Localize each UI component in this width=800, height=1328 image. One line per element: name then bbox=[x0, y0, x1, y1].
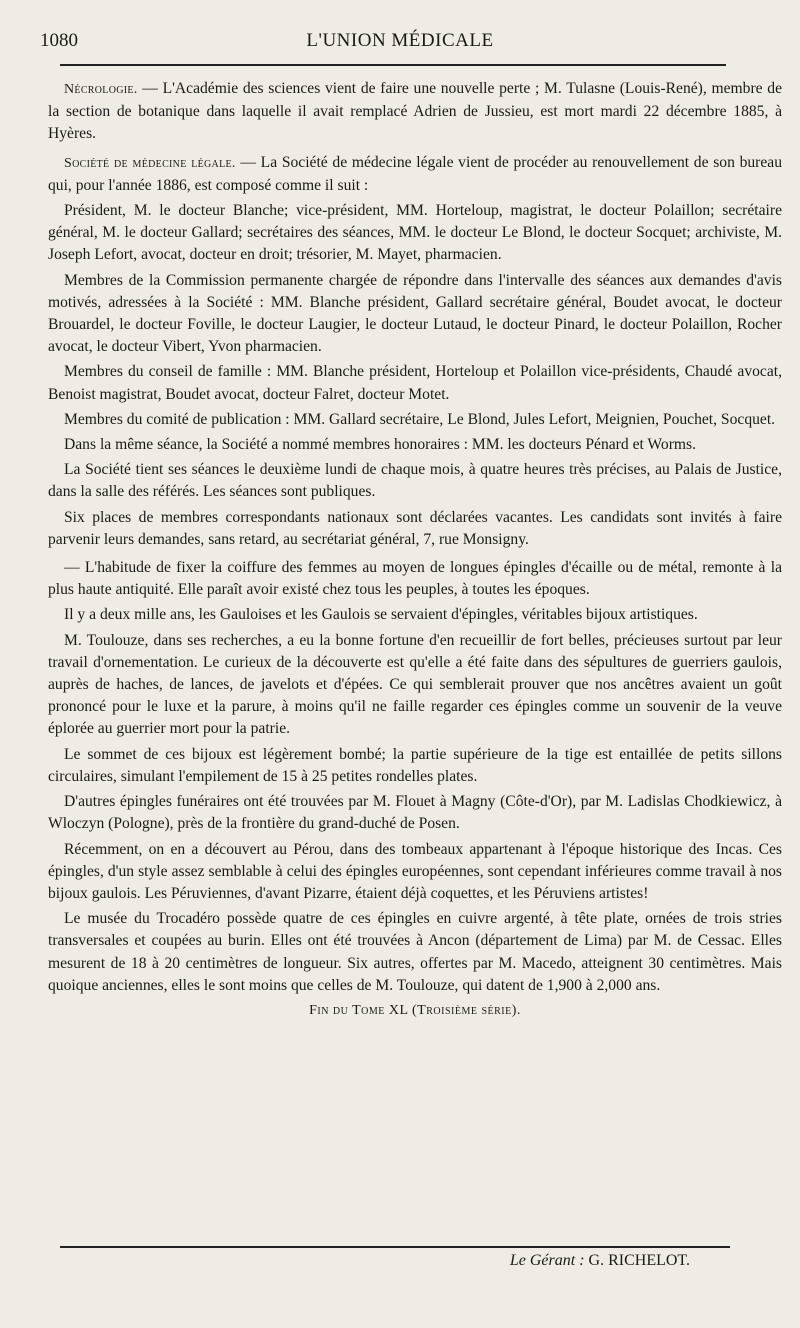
necrologie-paragraph bbox=[48, 78, 782, 146]
article-body bbox=[48, 78, 782, 1025]
societe-paragraph: Membres de la Commission permanente chargée de répondre dans l'intervalle des séances aux demandes d'avis motivés, adressées à la Société : MM. Blanche président, Gallard secrétaire général, Boudet avocat, le docteur Brouardel, le docteur Foville, le docteur Laugier, le docteur Lutaud, le docteur Pinard, le docteur Polaillon, Rocher avocat, le docteur Vibert, Yvon pharmacien. bbox=[48, 271, 782, 356]
societe-paragraph: Membres du conseil de famille : MM. Blanche président, Horteloup et Polaillon vice-présidents, Chaudé avocat, Benoist magistrat, Boudet avocat, docteur Falret, docteur Motet. bbox=[48, 363, 782, 403]
societe-paragraph: La Société tient ses séances le deuxième lundi de chaque mois, à quatre heures très précises, au Palais de Justice, dans la salle des référés. Les séances sont publiques. bbox=[48, 461, 782, 501]
footer-rule bbox=[60, 1246, 730, 1248]
epingles-paragraph: M. Toulouze, dans ses recherches, a eu la bonne fortune d'en recueillir de fort belles, précieuses surtout par leur travail d'ornementation. Le curieux de la découverte est qu'elle a été faite dans des sépultures de guerriers gaulois, auprès de haches, de lances, de javelots et d'épées. Ce qui semblerait prouver que nos ancêtres avaient un goût prononcé pour le luxe et la parure, à moins qu'il ne faille regarder ces épingles comme un souvenir de la veuve éplorée au guerrier mort pour la patrie. bbox=[48, 631, 782, 738]
epingles-paragraph: Il y a deux mille ans, les Gauloises et les Gaulois se servaient d'épingles, véritables bijoux artistiques. bbox=[64, 606, 698, 624]
gerant-name: G. RICHELOT. bbox=[588, 1252, 690, 1269]
societe-paragraph: Président, M. le docteur Blanche; vice-président, MM. Horteloup, magistrat, le docteur Polaillon; secrétaire général, M. le docteur Gallard; secrétaires des séances, MM. le docteur Le Blond, le docteur Socquet; archiviste, M. Joseph Lefort, avocat, docteur en droit; trésorier, M. Mayet, pharmacien. bbox=[48, 202, 782, 264]
epingles-paragraph: — L'habitude de fixer la coiffure des femmes au moyen de longues épingles d'écaille ou de métal, remonte à la plus haute antiquité. Elle paraît avoir existé chez tous les peuples, à toutes les époques. bbox=[48, 559, 782, 599]
epingles-paragraph: Récemment, on en a découvert au Pérou, dans des tombeaux appartenant à l'époque historique des Incas. Ces épingles, d'un style assez semblable à celui des épingles européennes, sont cependant inférieures comme travail à nos bijoux gaulois. Les Péruviennes, d'avant Pizarre, étaient déjà coquettes, et les Péruviens artistes! bbox=[48, 840, 782, 902]
journal-title: L'UNION MÉDICALE bbox=[306, 30, 494, 51]
societe-intro-text: — La Société de médecine légale vient de procéder au renouvellement de son bureau qui, pour l'année 1886, est composé comme il suit : bbox=[48, 153, 782, 194]
societe-heading: Société de médecine légale. bbox=[64, 155, 236, 171]
epingles-paragraph: D'autres épingles funéraires ont été trouvées par M. Flouet à Magny (Côte-d'Or), par M. Ladislas Chodkiewicz, à Wloczyn (Pologne), près de la frontière du grand-duché de Posen. bbox=[48, 793, 782, 833]
societe-intro-paragraph bbox=[48, 152, 782, 197]
societe-paragraph: Dans la même séance, la Société a nommé membres honoraires : MM. les docteurs Pénard et Worms. bbox=[64, 436, 696, 454]
running-header bbox=[40, 30, 760, 56]
epingles-paragraph: Le sommet de ces bijoux est légèrement bombé; la partie supérieure de la tige est entaillée de petits sillons circulaires, simulant l'empilement de 15 à 25 petites rondelles plates. bbox=[48, 745, 782, 785]
epingles-paragraph: Le musée du Trocadéro possède quatre de ces épingles en cuivre argenté, à tête plate, ornées de trois stries transversales et coupées au burin. Elles ont été trouvées à Ancon (département de Lima) par M. de Cessac. Elles mesurent de 18 à 20 centimètres de longueur. Six autres, offertes par M. Macedo, atteignent 30 centimètres. Mais quoique anciennes, elles le sont moins que celles de M. Toulouze, qui datent de 1,900 à 2,000 ans. bbox=[48, 910, 782, 994]
gerant-label: Le Gérant : bbox=[509, 1252, 585, 1269]
necrologie-heading: Nécrologie. bbox=[64, 82, 138, 97]
page-number: 1080 bbox=[40, 30, 78, 51]
gerant-signature bbox=[510, 1252, 690, 1270]
end-of-volume-note: Fin du Tome XL (Troisième série). bbox=[309, 1002, 521, 1018]
societe-paragraph: Membres du comité de publication : MM. Gallard secrétaire, Le Blond, Jules Lefort, Meignien, Pouchet, Socquet. bbox=[64, 410, 776, 428]
necrologie-text: — L'Académie des sciences vient de faire une nouvelle perte ; M. Tulasne (Louis-René), membre de la section de botanique dans laquelle il avait remplacé Adrien de Jussieu, est mort mardi 22 décembre 1885, à Hyères. bbox=[48, 80, 782, 143]
societe-paragraph: Six places de membres correspondants nationaux sont déclarées vacantes. Les candidats sont invités à faire parvenir leurs demandes, sans retard, au secrétariat général, 7, rue Monsigny. bbox=[48, 508, 782, 548]
header-rule bbox=[60, 64, 726, 66]
